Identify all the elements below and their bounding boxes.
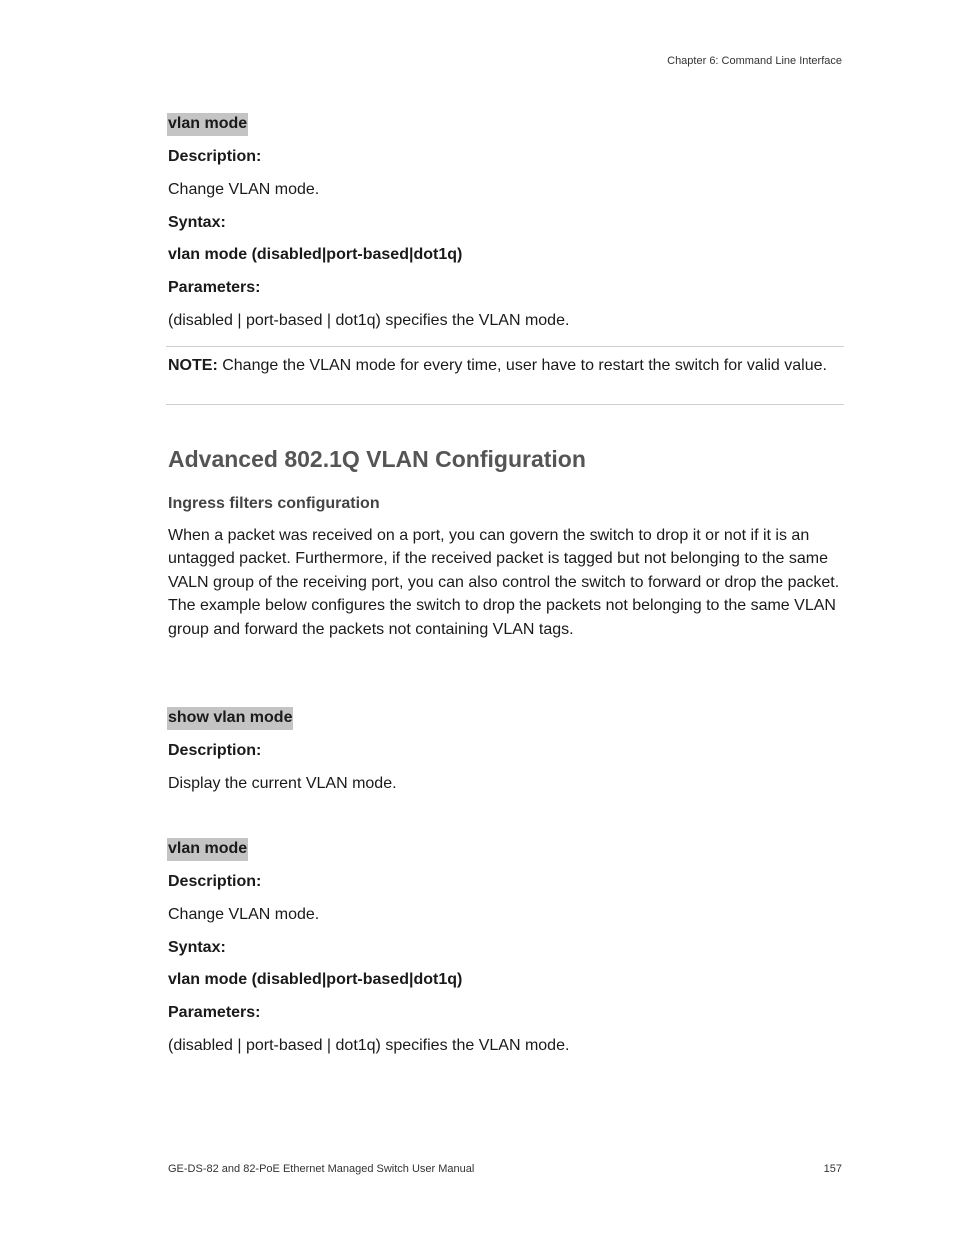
syntax-label: Syntax: <box>168 939 226 956</box>
note-body: Change the VLAN mode for every time, user have to restart the switch for valid value. <box>217 357 827 374</box>
footer-manual-title: GE-DS-82 and 82-PoE Ethernet Managed Switch User Manual <box>168 1163 475 1175</box>
note-label: NOTE: <box>168 357 218 374</box>
parameters-label: Parameters: <box>168 279 261 296</box>
parameters-text: (disabled | port-based | dot1q) specifies the VLAN mode. <box>168 1037 570 1054</box>
description-label: Description: <box>168 742 262 759</box>
syntax-text: vlan mode (disabled|port-based|dot1q) <box>168 246 463 263</box>
command-heading: vlan mode <box>167 838 248 861</box>
page-number: 157 <box>823 1163 842 1175</box>
note-text <box>168 354 844 377</box>
description-text: Display the current VLAN mode. <box>168 775 397 792</box>
command-heading: vlan mode <box>167 113 248 136</box>
note-box <box>166 346 844 405</box>
body-paragraph: When a packet was received on a port, you can govern the switch to drop it or not if it is an untagged packet. Furthermore, if the received packet is tagged but not belonging to the same VALN group of the receiving port, you can also control the switch to forward or drop the packet. The example below configures the switch to drop the packets not belonging to the same VLAN group and forward the packets not containing VLAN tags. <box>168 527 840 638</box>
command-heading: show vlan mode <box>167 707 293 730</box>
description-text: Change VLAN mode. <box>168 181 320 198</box>
syntax-label: Syntax: <box>168 214 226 231</box>
section-title: Advanced 802.1Q VLAN Configuration <box>168 446 586 472</box>
parameters-text: (disabled | port-based | dot1q) specifies the VLAN mode. <box>168 312 570 329</box>
description-text: Change VLAN mode. <box>168 906 320 923</box>
subsection-title: Ingress filters configuration <box>168 495 380 512</box>
description-label: Description: <box>168 873 262 890</box>
running-header: Chapter 6: Command Line Interface <box>667 55 842 67</box>
parameters-label: Parameters: <box>168 1004 261 1021</box>
syntax-text: vlan mode (disabled|port-based|dot1q) <box>168 971 463 988</box>
description-label: Description: <box>168 148 262 165</box>
